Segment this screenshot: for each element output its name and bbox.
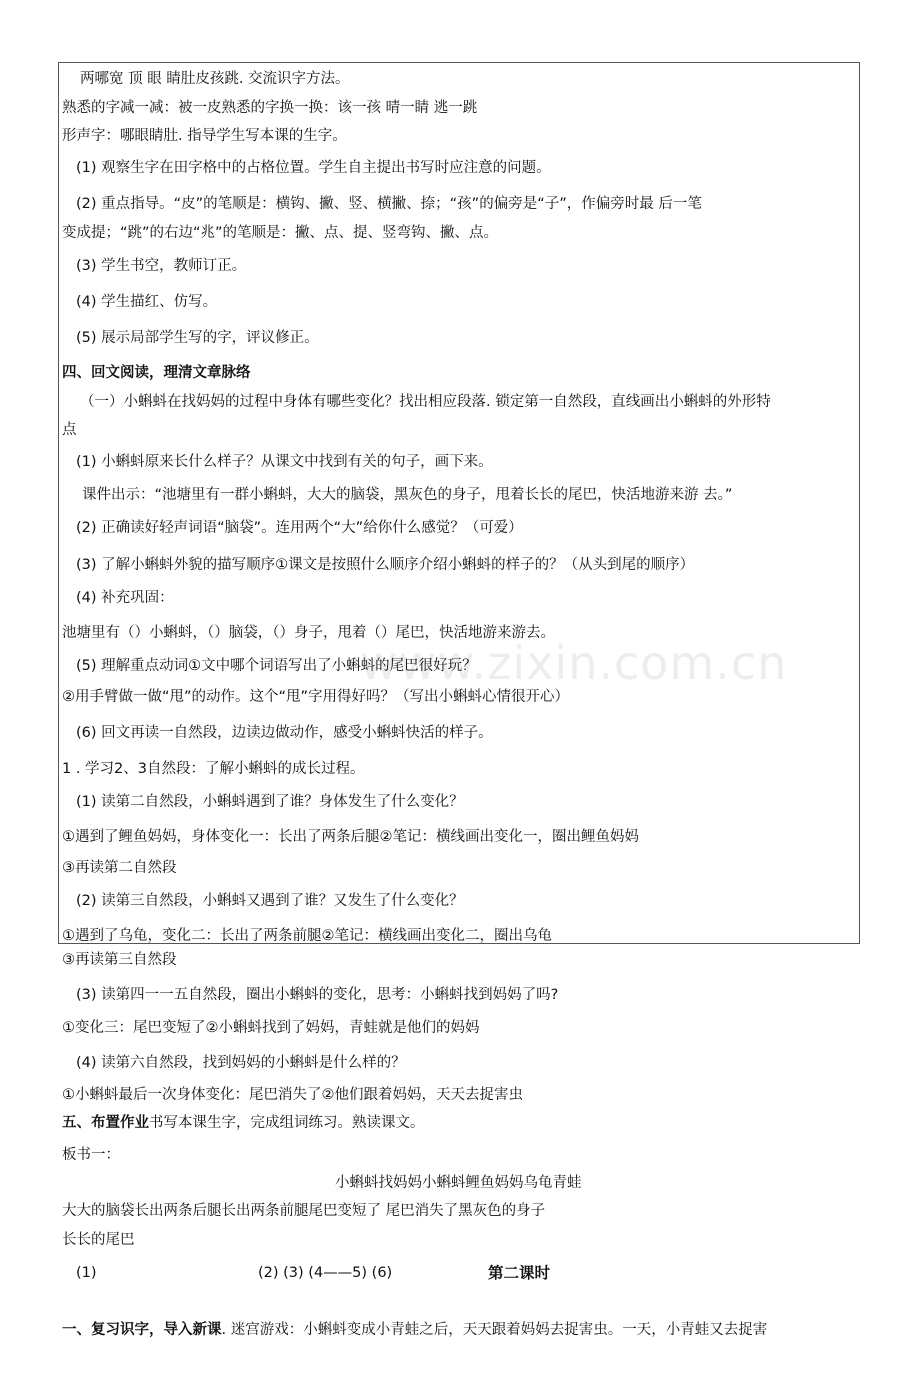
board-row-2: 大大的脑袋长出两条后腿长出两条前腿尾巴变短了 尾巴消失了黑灰色的身子 [62,1203,546,1219]
text-line: ①遇到了鲤鱼妈妈，身体变化一：长出了两条后腿②笔记：横线画出变化一，圈出鲤鱼妈妈 [62,829,639,845]
text-line: ①遇到了乌龟，变化二：长出了两条前腿②笔记：横线画出变化二，圈出乌龟 [62,928,552,944]
lesson-2-intro [62,1320,767,1340]
text-line: （一）小蝌蚪在找妈妈的过程中身体有哪些变化？找出相应段落. 锁定第一自然段，直线画出小蝌蚪的外形特 [80,394,771,410]
text-line: (6) 回文再读一自然段，边读边做动作，感受小蝌蚪快活的样子。 [76,725,493,741]
text-line: (1) 观察生字在田字格中的占格位置。学生自主提出书写时应注意的问题。 [76,160,551,176]
text-line: 两哪宽 顶 眼 睛肚皮孩跳. 交流识字方法。 [80,71,350,87]
text-line: 课件出示：“池塘里有一群小蝌蚪，大大的脑袋，黑灰色的身子，甩着长长的尾巴，快活地游来游 去。” [82,487,733,503]
homework-text: 书写本课生字，完成组词练习。熟读课文。 [149,1115,425,1131]
text-line: (4) 补充巩固： [76,590,174,606]
text-line: ③再读第三自然段 [62,952,177,968]
lesson-2-text: . 迷宫游戏：小蝌蚪变成小青蛙之后，天天跟着妈妈去捉害虫。一天，小青蛙又去捉害 [221,1322,768,1338]
board-row-3: 长长的尾巴 [62,1232,135,1248]
text-line: 四、回文阅读，理清文章脉络 [62,365,251,381]
board-row-1: 小蝌蚪找妈妈小蝌蚪鲤鱼妈妈乌龟青蛙 [335,1175,582,1191]
board-label: 板书一： [62,1147,120,1163]
watermark: www.zixin.com.cn [360,636,788,690]
text-line: 变成提；“跳”的右边“兆”的笔顺是：撇、点、提、竖弯钩、撇、点。 [62,225,499,241]
text-line: (4) 读第六自然段，找到妈妈的小蝌蚪是什么样的？ [76,1055,406,1071]
board-row-4-start: (1) [76,1265,97,1281]
text-line: ②用手臂做一做“甩”的动作。这个“甩”字用得好吗？（写出小蝌蚪心情很开心） [62,689,570,705]
text-line: ①变化三：尾巴变短了②小蝌蚪找到了妈妈，青蛙就是他们的妈妈 [62,1020,480,1036]
text-line: ③再读第二自然段 [62,860,177,876]
text-line: (2) 重点指导。“皮”的笔顺是：横钩、撇、竖、横撇、捺；“孩”的偏旁是“子”，作偏旁时最 后一笔 [76,196,702,212]
lesson-2-title: 第二课时 [488,1264,551,1282]
text-line: (1) 读第二自然段，小蝌蚪遇到了谁？身体发生了什么变化？ [76,794,464,810]
text-line: (4) 学生描红、仿写。 [76,294,218,310]
board-row-4-middle: (2) (3) (4——5) (6) [258,1265,393,1281]
text-line: 1 . 学习2、3自然段：了解小蝌蚪的成长过程。 [62,761,365,777]
text-line: (5) 展示局部学生写的字，评议修正。 [76,330,319,346]
text-line: 熟悉的字减一减：被一皮熟悉的字换一换：该一孩 晴一睛 逃一跳 [62,100,478,116]
text-line: 点 [62,422,77,438]
text-line: (3) 学生书空，教师订正。 [76,258,247,274]
lesson-2-label: 一、复习识字，导入新课 [62,1322,222,1338]
text-line: 池塘里有（）小蝌蚪，（）脑袋，（）身子，甩着（）尾巴，快活地游来游去。 [62,625,555,641]
text-line: (1) 小蝌蚪原来长什么样子？从课文中找到有关的句子，画下来。 [76,454,493,470]
text-line: ①小蝌蚪最后一次身体变化：尾巴消失了②他们跟着妈妈，天天去捉害虫 [62,1087,523,1103]
text-line: (3) 了解小蝌蚪外貌的描写顺序①课文是按照什么顺序介绍小蝌蚪的样子的？（从头到尾的顺序） [76,557,695,573]
homework-label: 五、布置作业 [62,1115,149,1131]
text-line: (2) 正确读好轻声词语“脑袋”。连用两个“大”给你什么感觉？（可爱） [76,520,523,536]
text-line: (3) 读第四一一五自然段，圈出小蝌蚪的变化，思考：小蝌蚪找到妈妈了吗? [76,987,559,1003]
homework-line [62,1113,425,1133]
text-line: (5) 理解重点动词①文中哪个词语写出了小蝌蚪的尾巴很好玩？ [76,658,477,674]
text-line: 形声字：哪眼睛肚. 指导学生写本课的生字。 [62,128,347,144]
text-line: (2) 读第三自然段，小蝌蚪又遇到了谁？又发生了什么变化？ [76,893,464,909]
